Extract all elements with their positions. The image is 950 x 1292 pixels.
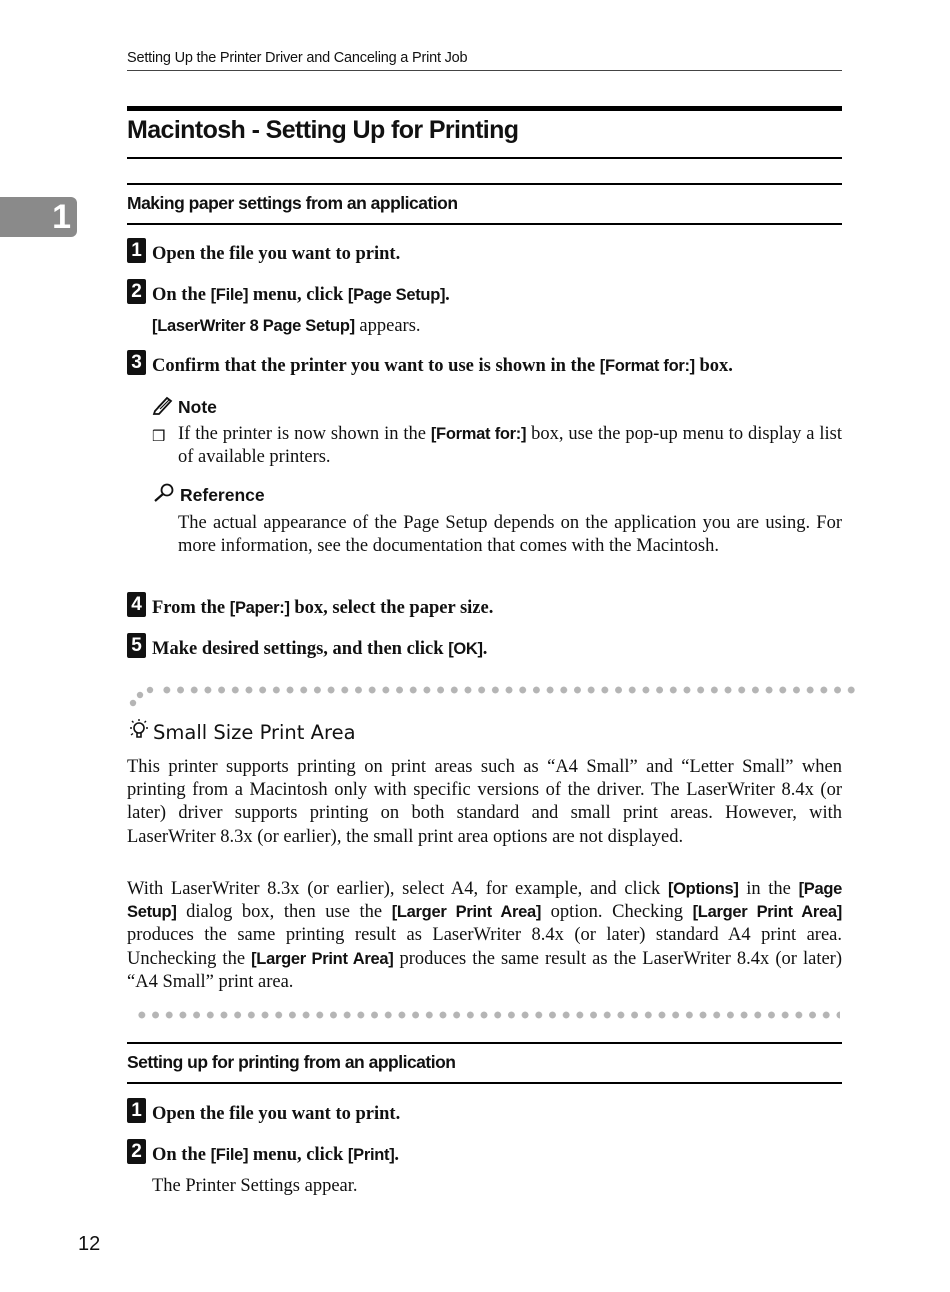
checkbox-bullet: ❒ <box>152 427 166 445</box>
section-rule <box>127 223 842 225</box>
ui-label-ok: [OK] <box>448 640 483 658</box>
dotted-divider-bottom <box>135 1011 840 1019</box>
step-text: Open the file you want to print. <box>152 244 401 264</box>
ui-label-format-for: [Format for:] <box>430 425 527 443</box>
page-title: Macintosh - Setting Up for Printing <box>127 116 519 144</box>
reference-text: The actual appearance of the Page Setup depends on the application you are using. For more information, see the documentation that comes with the Macintosh. <box>178 513 842 556</box>
lightbulb-icon <box>127 718 151 747</box>
step-text <box>152 356 733 377</box>
ui-label-laserwriter-page-setup: [LaserWriter 8 Page Setup] <box>152 317 355 335</box>
step-number: 4 <box>127 592 146 617</box>
step-text-part: From the <box>152 598 230 618</box>
step-text <box>152 285 450 306</box>
step-text-part: Make desired settings, and then click <box>152 639 449 659</box>
step-text <box>152 1145 399 1166</box>
section-heading: Making paper settings from an application <box>127 193 458 213</box>
note-label: Note <box>178 397 217 417</box>
title-top-rule <box>127 106 842 111</box>
tip-paragraph: This printer supports printing on print areas such as “A4 Small” and “Letter Small” when printing from a Macintosh only with specific versions of the driver. The LaserWriter 8.4x (or later) driver supports printing on both standard and small print areas. However, with LaserWriter 8.3x (or earlier), the small print area options are not displayed. <box>127 757 842 847</box>
running-header: Setting Up the Printer Driver and Canceling a Print Job <box>127 50 468 66</box>
step-text-part: . <box>482 639 488 659</box>
tip-text-part: option. Checking <box>541 902 693 923</box>
tip-text-part: in the <box>738 879 799 899</box>
reference-heading <box>152 483 265 508</box>
step-text-part: Confirm that the printer you want to use is shown in the <box>152 356 600 376</box>
section-heading: Setting up for printing from an application <box>127 1052 456 1072</box>
chapter-number: 1 <box>52 198 71 236</box>
tip-text-part: produces the same printing result as LaserWriter 8.4x (or later) standard A4 print area. Unchecking the <box>127 925 842 969</box>
section-rule <box>127 1082 842 1084</box>
step-text-part: box. <box>694 356 733 376</box>
step-text-part: menu, click <box>248 285 348 305</box>
chapter-tab <box>0 197 77 237</box>
note-text-part: box, use the pop-up menu to display a list of available printers. <box>178 424 842 467</box>
step-text-part: . <box>445 285 450 305</box>
tip-text-part: With LaserWriter 8.3x (or earlier), select A4, for example, and click <box>127 879 668 899</box>
pencil-icon <box>152 395 174 420</box>
ui-label-format-for: [Format for:] <box>599 357 695 375</box>
step-text <box>152 639 487 660</box>
ui-label-options: [Options] <box>667 880 739 898</box>
step-text <box>152 598 493 619</box>
ui-label-page-setup: [Page Setup] <box>347 286 446 304</box>
step-number: 3 <box>127 350 146 375</box>
tip-label: Small Size Print Area <box>153 721 356 744</box>
reference-label: Reference <box>180 485 265 505</box>
tip-paragraph <box>127 878 842 994</box>
step-text: Open the file you want to print. <box>152 1104 401 1124</box>
step-text-part: . <box>394 1145 400 1165</box>
ui-label-larger-print-area: [Larger Print Area] <box>391 903 542 922</box>
step-result-text: appears. <box>354 316 421 336</box>
section-rule <box>127 1042 842 1044</box>
step-text-part: On the <box>152 1145 211 1165</box>
step-number: 2 <box>127 279 146 304</box>
note-heading <box>152 395 217 420</box>
tip-text-part: produces the same result as the LaserWriter 8.4x (or later) “A4 Small” print area. <box>127 948 842 992</box>
step-result: The Printer Settings appear. <box>152 1176 358 1196</box>
dot-curve-decoration <box>125 684 155 714</box>
step-number: 1 <box>127 238 146 263</box>
ui-label-larger-print-area: [Larger Print Area] <box>251 949 394 968</box>
tip-text-part: dialog box, then use the <box>176 902 392 923</box>
step-number: 2 <box>127 1139 146 1164</box>
ui-label-file: [File] <box>210 286 249 304</box>
ui-label-paper: [Paper:] <box>229 599 290 617</box>
page-number: 12 <box>78 1233 101 1255</box>
tip-heading <box>127 718 356 747</box>
step-text-part: box, select the paper size. <box>289 598 494 618</box>
note-text <box>178 423 842 469</box>
ui-label-file: [File] <box>210 1146 249 1164</box>
header-rule <box>127 70 842 71</box>
step-text-part: On the <box>152 285 211 305</box>
step-result <box>152 316 421 337</box>
dotted-divider-top <box>160 686 860 694</box>
ui-label-page-setup: [Page Setup] <box>127 880 842 922</box>
title-bottom-rule <box>127 157 842 159</box>
step-text-part: menu, click <box>248 1145 348 1165</box>
step-number: 1 <box>127 1098 146 1123</box>
note-text-part: If the printer is now shown in the <box>178 424 431 444</box>
section-rule <box>127 183 842 185</box>
step-number: 5 <box>127 633 146 658</box>
ui-label-larger-print-area: [Larger Print Area] <box>692 903 842 922</box>
ui-label-print: [Print] <box>347 1146 395 1164</box>
magnifier-icon <box>152 483 176 508</box>
